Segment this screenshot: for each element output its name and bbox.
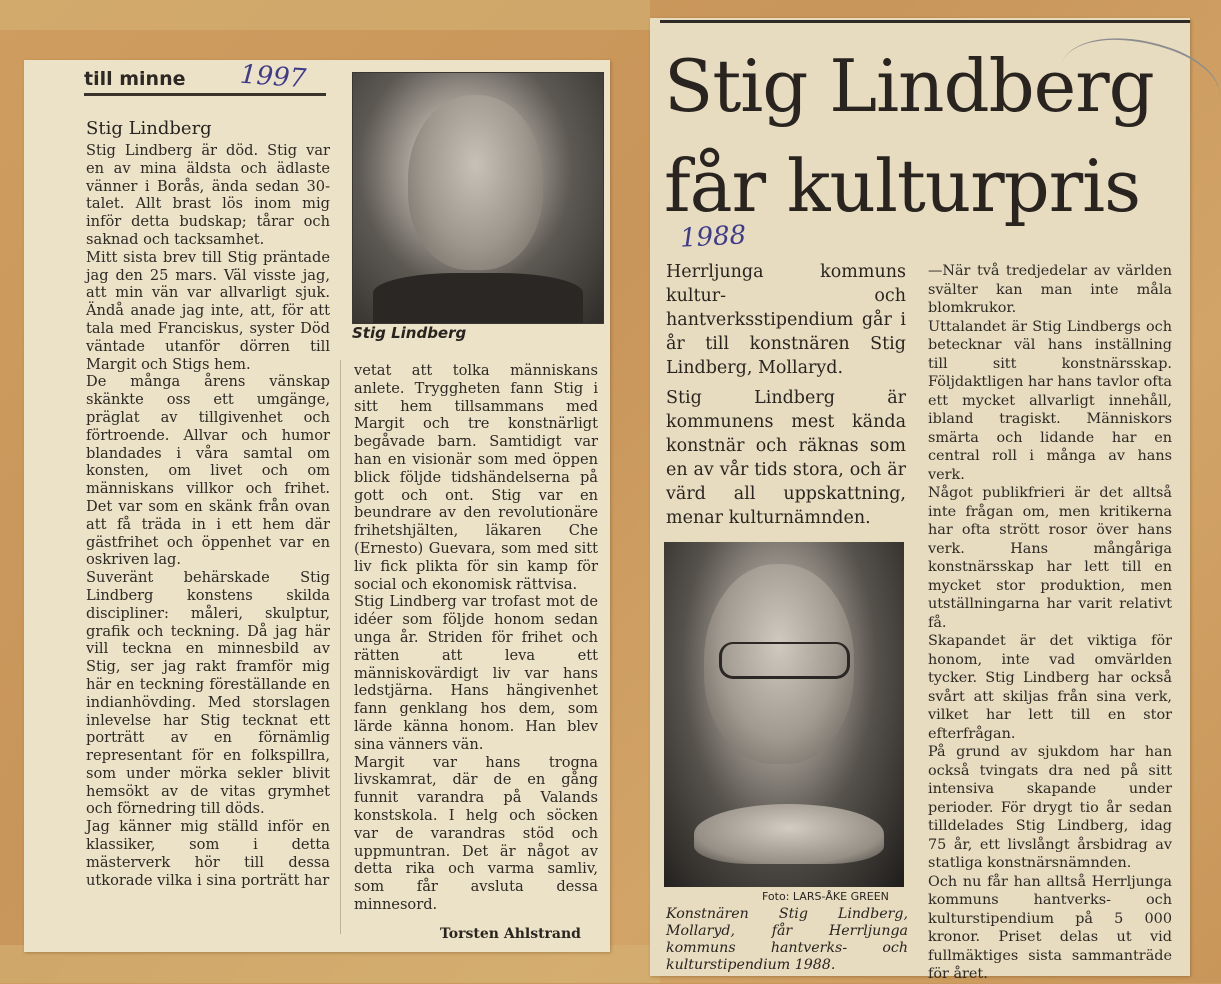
section-label: till minne xyxy=(84,68,326,96)
award-body-column: —När två tredjedelar av världen svälter kan man inte måla blomkrukor. Uttalandet är Stig Lindbergs och betecknar väl hans inställning till sitt konstnärsskap. Följdaktligen har hans tavlor ofta ett mycket allvarligt innehåll, ibland tragiskt. Människors smärta och lidande har en central roll i många av hans verk. Något publikfrieri är det alltså inte frågan om, men kritikerna har ofta strött rosor över hans verk. Hans mångåriga konstnärsskap har lett till en mycket stor produktion, men utställningarna har varit relativt få. Skapandet är det viktiga för honom, inte vad omvärlden tycker. Stig Lindberg har också svårt att skiljas från sina verk, vilket har lett till en stor efterfrågan. På grund av sjukdom har han också tvingats dra ned på sitt intensiva skapande under perioder. För drygt tio år sedan tilldelades Stig Lindberg, idag 75 år, ett livslångt årsbidrag av statliga konstnärsnämnden. Och nu får han alltså Herrljunga kommuns hantverks- och kulturstipendium på 5 000 kronor. Priset delas ut vid fullmäktiges sista sammanträde för året. xyxy=(928,263,1172,982)
obituary-column-1: Stig Lindberg är död. Stig var en av mina äldsta och ädlaste vänner i Borås, ända sedan 30-talet. Allt brast lös inom mig inför detta budskap; tårar och saknad och tacksamhet. Mitt sista brev till Stig präntade jag den 25 mars. Väl visste jag, att min vän var allvarligt sjuk. Ändå anade jag inte, att, för att tala med Franciskus, syster Död väntade utanför dörren till Margit och Stigs hem. De många årens vänskap skänkte oss ett umgänge, präglat av tillgivenhet och förtroende. Allvar och humor blandades i våra samtal om konsten, om livet och om människans villkor och frihet. Det var som en skänk från ovan att få träda in i ett hem där gästfrihet och öppenhet var en oskriven lag. Suveränt behärskade Stig Lindberg konstens skilda discipliner: måleri, skulptur, grafik och teckning. Då jag här vill teckna en minnesbild av Stig, ser jag rakt framför mig här en teckning föreställande en indianhövding. Med storslagen inlevelse har Stig tecknat ett porträtt av en förnämlig representant för en folkspillra, som under mörka sekler blivit hemsökt av de vitas grymhet och förnedring till döds. Jag känner mig ställd inför en klassiker, som i detta mästerverk hör till dessa utkorade vilka i sina porträtt har xyxy=(86,142,330,889)
obituary-column-2: vetat att tolka människans anlete. Tryggheten fann Stig i sitt hem tillsammans med Margit och tre konstnärligt begåvade barn. Samtidigt var han en visionär som med öppen blick följde tidshändelserna på gott och ont. Stig var en beundrare av den revolutionäre frihetshjälten, läkaren Che (Ernesto) Guevara, som med sitt liv fick plikta för sin kamp för social och ekonomisk rättvisa. Stig Lindberg var trofast mot de idéer som följde honom sedan unga år. Striden för frihet och rätten att leva ett människovärdigt liv var hans ledstjärna. Hans hängivenhet fann genklang hos dem, som lärde känna honom. Han blev sina vänners vän. Margit var hans trogna livskamrat, där de en gång funnit varandra på Valands konstskola. I helg och söcken var de varandras stöd och uppmuntran. Det är något av detta rika och varma samliv, som får avsluta dessa minnesord. xyxy=(354,362,598,913)
handwritten-year: 1997 xyxy=(239,59,308,95)
portrait-coat xyxy=(373,273,583,323)
tape-strip xyxy=(0,0,650,30)
photo-credit: Foto: LARS-ÅKE GREEN xyxy=(762,890,889,903)
top-rule xyxy=(660,20,1190,23)
photo-caption: Konstnären Stig Lindberg, Mollaryd, får Herrljunga kommuns hantverks- och kulturstipendium 1988. xyxy=(666,906,908,973)
photo-caption: Stig Lindberg xyxy=(352,324,467,342)
obituary-headline: Stig Lindberg xyxy=(86,118,212,139)
column-divider xyxy=(340,360,341,934)
lead-paragraph-1: Herrljunga kommuns kultur- och hantverksstipendium går i år till konstnären Stig Lindberg, Mollaryd. xyxy=(666,262,906,378)
author-signature: Torsten Ahlstrand xyxy=(440,926,581,942)
lead-paragraph-2: Stig Lindberg är kommunens mest kända konstnär och räknas som en av vår tids stora, och är värd all uppskattning, menar kulturnämnden. xyxy=(666,388,906,528)
glasses-shape xyxy=(719,642,850,679)
headline-line-2: får kulturpris xyxy=(664,144,1141,228)
portrait-photo xyxy=(352,72,604,324)
headline-line-1: Stig Lindberg xyxy=(664,44,1154,128)
artist-photo xyxy=(664,542,904,887)
artist-hand xyxy=(694,804,884,864)
portrait-face xyxy=(408,95,543,270)
handwritten-year: 1988 xyxy=(679,220,747,254)
